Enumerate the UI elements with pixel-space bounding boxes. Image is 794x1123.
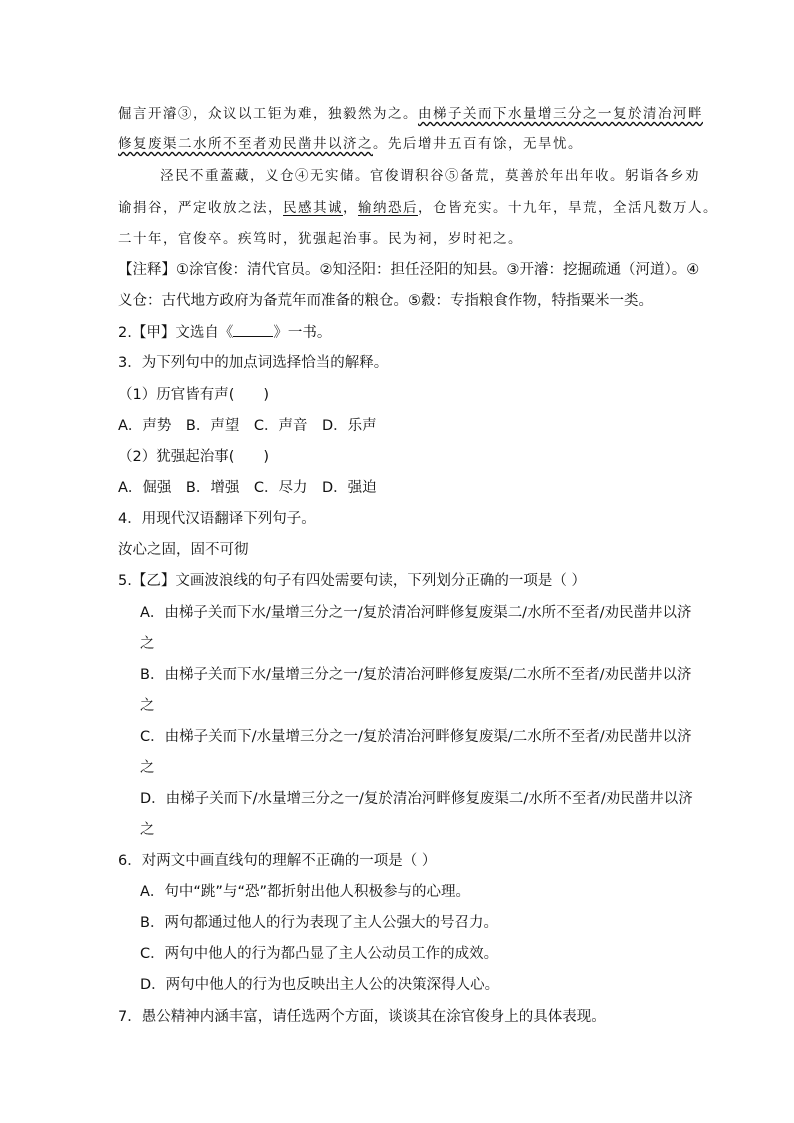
- underlined-phrase: 输纳恐后: [358, 200, 418, 216]
- passage-text: 。先后增井五百有馀，无旱忧。: [373, 136, 583, 152]
- question-5-option-a-cont: 之: [140, 636, 155, 652]
- question-6-option-a: A．句中“跳”与“恐”都折射出他人积极参与的心理。: [140, 884, 470, 900]
- question-5-option-b: B．由梯子关而下水/量增三分之一/复於清冶河畔修复废渠/二水所不至者/劝民凿井以济: [140, 667, 692, 683]
- question-5-option-d: D．由梯子关而下/水量增三分之一/复於清冶河畔修复废渠二/水所不至者/劝民凿井以济: [140, 791, 693, 807]
- question-text: 2.【甲】文选自《: [118, 325, 234, 341]
- question-3-sub2: （2）犹强起治事( ): [118, 449, 270, 465]
- question-5-option-b-cont: 之: [140, 698, 155, 714]
- question-3-options1: A．声势 B．声望 C．声音 D．乐声: [118, 418, 377, 434]
- question-3-options2: A．倔强 B．增强 C．尽力 D．强迫: [118, 480, 377, 496]
- question-6-option-b: B．两句都通过他人的行为表现了主人公强大的号召力。: [140, 915, 498, 931]
- passage-line-5: 二十年，官俊卒。疾笃时，犹强起治事。民为祠，岁时祀之。: [118, 231, 523, 247]
- question-6-option-c: C．两句中他人的行为都凸显了主人公动员工作的成效。: [140, 946, 499, 962]
- question-5-stem: 5.【乙】文画波浪线的句子有四处需要句读，下列划分正确的一项是（ ）: [118, 573, 586, 589]
- underlined-phrase: 民感其诚: [283, 200, 343, 216]
- notes-line-1: 【注释】①涂官俊：清代官员。②知泾阳：担任泾阳的知县。③开濬：挖掘疏通（河道）。④: [118, 262, 700, 278]
- question-6-option-d: D．两句中他人的行为也反映出主人公的决策深得人心。: [140, 977, 500, 993]
- question-5-option-a: A．由梯子关而下水/量增三分之一/复於清冶河畔修复废渠二/水所不至者/劝民凿井以济: [140, 605, 692, 621]
- passage-line-1: [118, 104, 703, 124]
- passage-text: 倔言开濬③，众议以工钜为难，独毅然为之。: [118, 106, 418, 122]
- notes-line-2: 义仓：古代地方政府为备荒年而准备的粮仓。⑤縠：专指粮食作物，特指粟米一类。: [118, 293, 653, 309]
- question-5-option-c: C．由梯子关而下/水量增三分之一/复於清冶河畔修复废渠/二水所不至者/劝民凿井以济: [140, 729, 692, 745]
- question-4-sentence: 汝心之固，固不可彻: [118, 542, 249, 558]
- wavy-underlined-sentence: 修复废渠二水所不至者劝民凿井以济之: [118, 136, 373, 152]
- passage-text: ，: [343, 200, 358, 216]
- question-6-stem: 6．对两文中画直线句的理解不正确的一项是（ ）: [118, 853, 437, 869]
- question-7-stem: 7．愚公精神内涵丰富，请任选两个方面，谈谈其在涂官俊身上的具体表现。: [118, 1009, 606, 1025]
- answer-blank[interactable]: [233, 322, 273, 337]
- question-3-sub1: （1）历官皆有声( ): [118, 387, 270, 403]
- passage-line-3: 泾民不重蓋藏，义仓④无实储。官俊谓积谷⑤备荒，莫善於年出年收。躬诣各乡劝: [160, 168, 700, 184]
- question-2: [118, 322, 331, 343]
- passage-line-4: [118, 198, 718, 218]
- question-text: 》一书。: [273, 325, 332, 341]
- question-5-option-d-cont: 之: [140, 822, 155, 838]
- question-3-stem: 3．为下列句中的加点词选择恰当的解释。: [118, 355, 389, 371]
- passage-line-2: [118, 134, 583, 154]
- passage-text: 谕捐谷，严定收放之法，: [118, 200, 283, 216]
- wavy-underlined-sentence: 由梯子关而下水量增三分之一复於清冶河畔: [418, 106, 703, 122]
- passage-text: ，仓皆充实。十九年，旱荒，全活凡数万人。: [418, 200, 718, 216]
- question-4-stem: 4．用现代汉语翻译下列句子。: [118, 511, 316, 527]
- question-5-option-c-cont: 之: [140, 760, 155, 776]
